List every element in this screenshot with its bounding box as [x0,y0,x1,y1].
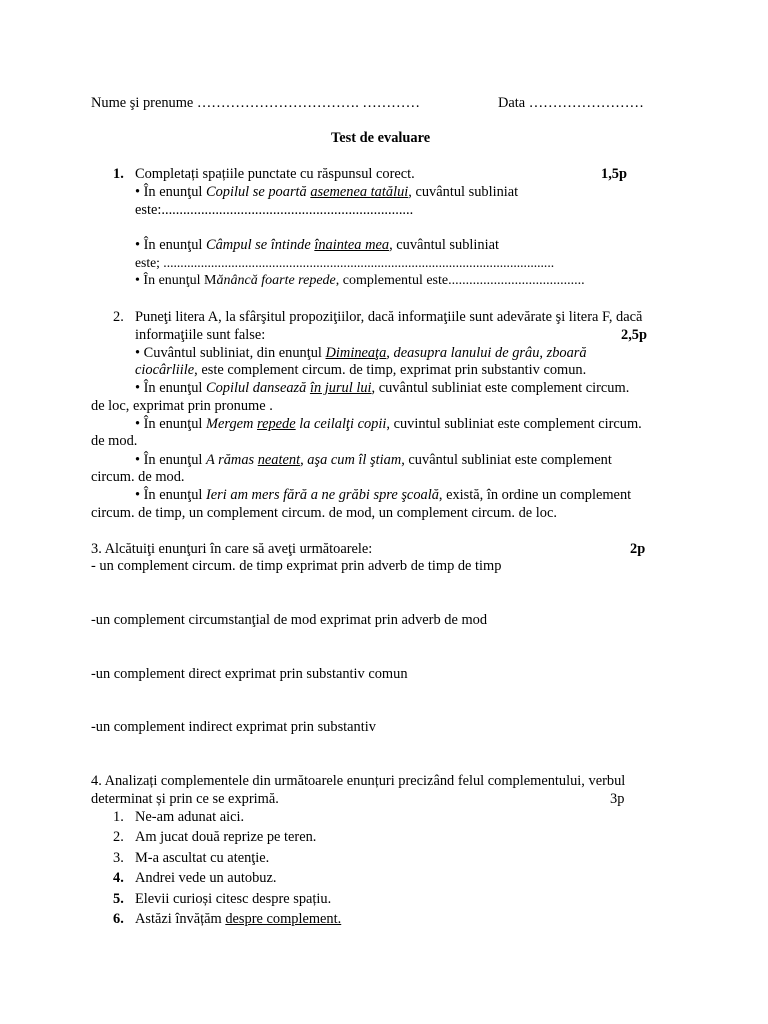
q4-item-number: 3. [113,850,124,866]
q4-item: Am jucat două reprize pe teren. [135,829,317,845]
q2-item-1-continued: ciocârliile, este complement circum. de timp, exprimat prin substantiv comun. [135,362,587,378]
q3-text: 3. Alcătuiţi enunţuri în care să aveţi următoarele: [91,541,373,557]
q2-item-1: • Cuvântul subliniat, din enunţul Dimineaţa, deasupra lanului de grâu, zboară [135,345,587,361]
q3-item-3: -un complement direct exprimat prin substantiv comun [91,666,408,682]
q1-item-2: • În enunţul Câmpul se întinde înaintea mea, cuvântul subliniat [135,237,499,253]
q4-points: 3p [610,791,625,807]
q3-points: 2p [630,541,646,557]
q2-item-5: • În enunţul Ieri am mers fără a ne grăbi spre şcoală, există, în ordine un complement [135,487,632,503]
page-title: Test de evaluare [331,130,431,146]
q4-item: Astăzi învățăm despre complement. [135,911,342,927]
q3-item-2: -un complement circumstanţial de mod exprimat prin adverb de mod [91,612,488,628]
q4-item-number: 1. [113,809,124,825]
q4-item-number: 2. [113,829,124,845]
q2-item-4-continued: circum. de mod. [91,469,185,485]
q2-item-3: • În enunţul Mergem repede la ceilalţi copii, cuvintul subliniat este complement circum. [135,416,642,432]
q1-text: Completați spațiile punctate cu răspunsul corect. [135,166,415,182]
q2-text-line-1: Puneţi litera A, la sfârşitul propoziţiilor, dacă informaţiile sunt adevărate şi litera F, dacă [135,309,643,325]
q3-item-4: -un complement indirect exprimat prin substantiv [91,719,376,735]
q4-item: Ne-am adunat aici. [135,809,245,825]
q4-text-line-1: 4. Analizați complementele din următoarele enunțuri precizând felul complementului, verbul [91,773,626,789]
q2-number: 2. [113,309,124,325]
q2-item-2-continued: de loc, exprimat prin pronume . [91,398,273,414]
q4-item-number: 5. [113,891,124,907]
q4-item-number: 6. [113,911,124,927]
q1-item-2-answer-line: este; ................................................................................................................... [135,255,555,270]
q4-text-line-2: determinat și prin ce se exprimă. [91,791,279,807]
q2-text-line-2: informaţiile sunt false: [135,327,266,343]
name-field-label: Nume şi prenume ……………………………. ………… [91,95,420,111]
q4-item-number: 4. [113,870,124,886]
q2-item-2: • În enunţul Copilul dansează în jurul lui, cuvântul subliniat este complement circum. [135,380,630,396]
q4-item: Andrei vede un autobuz. [135,870,277,886]
q1-item-3: • În enunţul Mănâncă foarte repede, complementul este....................................... [135,273,585,288]
q2-item-5-continued: circum. de timp, un complement circum. de mod, un complement circum. de loc. [91,505,557,521]
q2-points: 2,5p [621,327,647,343]
q2-item-3-continued: de mod. [91,433,138,449]
q1-points: 1,5p [601,166,627,182]
q3-item-1: - un complement circum. de timp exprimat prin adverb de timp de timp [91,558,502,574]
q4-item: M-a ascultat cu atenţie. [135,850,270,866]
q2-item-4: • În enunţul A rămas neatent, aşa cum îl ştiam, cuvântul subliniat este complement [135,452,612,468]
q4-item: Elevii curioși citesc despre spațiu. [135,891,332,907]
date-field-label: Data …………………… [498,95,644,111]
q1-item-1-answer-line: este:...................................................................... [135,202,414,218]
q1-number: 1. [113,166,124,182]
q1-item-1: • În enunţul Copilul se poartă asemenea tatălui, cuvântul subliniat [135,184,519,200]
